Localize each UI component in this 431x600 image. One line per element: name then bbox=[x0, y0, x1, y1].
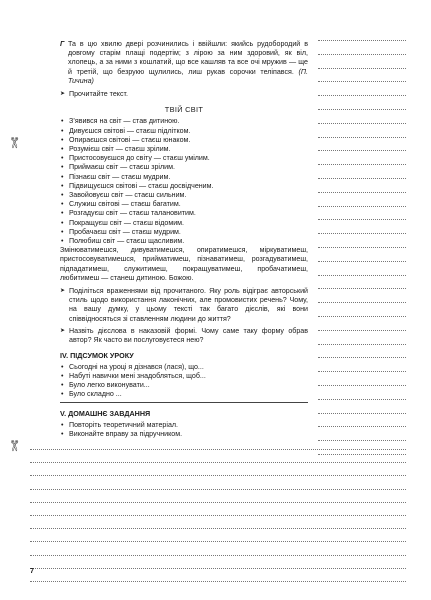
intro-source: (П. Тичина) bbox=[68, 67, 308, 85]
note-line bbox=[318, 399, 406, 400]
note-line bbox=[318, 371, 406, 372]
poem-line: • Завойовуєш світ — стаєш сильним. bbox=[60, 191, 308, 200]
main-column bbox=[60, 40, 308, 439]
note-line bbox=[318, 95, 406, 96]
poem-lines bbox=[60, 117, 308, 246]
note-line bbox=[318, 288, 406, 289]
poem-line: • Розгадуєш світ — стаєш талановитим. bbox=[60, 209, 308, 218]
note-line bbox=[30, 489, 406, 490]
scissors-icon: ✄ bbox=[6, 136, 23, 149]
poem-line: • Полюбиш світ — стаєш щасливим. bbox=[60, 237, 308, 246]
list-item: • Набуті навички мені знадобляться, щоб... bbox=[60, 372, 308, 381]
note-line bbox=[318, 426, 406, 427]
poem-line: • Опираєшся світові — стаєш юнаком. bbox=[60, 136, 308, 145]
list-item: • Повторіть теоретичний матеріал. bbox=[60, 421, 308, 430]
poem-line: • Пристосовуєшся до світу — стаєш умілим. bbox=[60, 154, 308, 163]
note-line bbox=[30, 555, 406, 556]
task-item bbox=[60, 327, 308, 345]
list-item: • Сьогодні на уроці я дізнався (лася), що... bbox=[60, 363, 308, 372]
poem-line: • Служиш світові — стаєш багатим. bbox=[60, 200, 308, 209]
note-line bbox=[30, 502, 406, 503]
task-item bbox=[60, 287, 308, 324]
note-line bbox=[30, 528, 406, 529]
arrow-right-icon: ➤ bbox=[60, 327, 66, 334]
poem-line: • Розумієш світ — стаєш зрілим. bbox=[60, 145, 308, 154]
note-line bbox=[318, 178, 406, 179]
note-line bbox=[318, 192, 406, 193]
page-number: 7 bbox=[30, 566, 34, 575]
summary-list bbox=[60, 363, 308, 400]
note-line bbox=[318, 385, 406, 386]
note-line bbox=[318, 219, 406, 220]
list-item: • Було складно ... bbox=[60, 390, 308, 399]
note-line bbox=[30, 475, 406, 476]
note-line bbox=[318, 137, 406, 138]
note-line bbox=[30, 462, 406, 463]
note-line bbox=[318, 54, 406, 55]
notes-lines-column bbox=[318, 40, 406, 468]
list-item: • Виконайте вправу за підручником. bbox=[60, 430, 308, 439]
intro-text: Та в цю хвилю двері розчинились і ввійшли: якийсь рудобородий в довгому старім плащі подертім; з лірою за ним здоровий, як віл, хлопець, а за ними з кошлатий, що все кашляв та все очі мружив — ще й третій, що безрукю щулились, лиш рукав сорочки теліпався. bbox=[68, 40, 308, 76]
arrow-right-icon: ➤ bbox=[60, 91, 66, 98]
note-line bbox=[30, 568, 406, 569]
scissors-icon: ✄ bbox=[6, 439, 23, 452]
note-line bbox=[318, 330, 406, 331]
note-line bbox=[30, 449, 406, 450]
task-text: Назвіть дієслова в наказовій формі. Чому саме таку форму обрав автор? Як часто ви послуговуєтеся нею? bbox=[69, 326, 308, 345]
note-line bbox=[318, 275, 406, 276]
poem-closing: Змінюватимешся, дивуватимешся, опиратимешся, міркуватимеш, пристосовуватимешся, прийматимеш, пізнаватимеш, розгадуватимеш, підпадатимеш, служитимеш, покращуватимеш, пробачатимеш, любитимеш — станеш дитиною. Божою. bbox=[60, 246, 308, 282]
note-line bbox=[30, 541, 406, 542]
note-line bbox=[318, 261, 406, 262]
poem-line: • Підвищуєшся світові — стаєш досвідченим. bbox=[60, 182, 308, 191]
intro-marker: Г bbox=[60, 40, 65, 48]
note-line bbox=[318, 344, 406, 345]
note-line bbox=[318, 357, 406, 358]
task-text: Поділіться враженнями від прочитаного. Яку роль відіграє авторський стиль щодо використання лаконічних, але промовистих речень? Чому, на вашу думку, у цьому тексті так багато дієслів, які вони співвідносяться зі ставленням людини до життя? bbox=[69, 287, 308, 323]
poem-line: • З’явився на світ — став дитиною. bbox=[60, 117, 308, 126]
note-line bbox=[318, 40, 406, 41]
poem-line: • Покращуєш світ — стаєш відомим. bbox=[60, 219, 308, 228]
note-line bbox=[318, 164, 406, 165]
poem-line: • Приймаєш світ — стаєш зрілим. bbox=[60, 163, 308, 172]
section-divider bbox=[60, 402, 308, 403]
note-line bbox=[318, 440, 406, 441]
note-line bbox=[318, 206, 406, 207]
homework-list bbox=[60, 421, 308, 439]
note-line bbox=[318, 150, 406, 151]
read-prompt-text: Прочитайте текст. bbox=[69, 90, 128, 99]
note-line bbox=[318, 123, 406, 124]
note-line bbox=[318, 233, 406, 234]
note-line bbox=[30, 581, 406, 582]
note-line bbox=[318, 81, 406, 82]
note-line bbox=[318, 302, 406, 303]
poem-line: • Пізнаєш світ — стаєш мудрим. bbox=[60, 173, 308, 182]
poem-title: ТВІЙ СВІТ bbox=[164, 105, 204, 115]
intro-paragraph bbox=[60, 40, 308, 86]
note-line bbox=[318, 316, 406, 317]
poem-line: • Дивуєшся світові — стаєш підлітком. bbox=[60, 127, 308, 136]
note-line bbox=[318, 68, 406, 69]
note-line bbox=[318, 109, 406, 110]
arrow-right-icon: ➤ bbox=[60, 288, 66, 295]
poem-line: • Пробачаєш світ — стаєш мудрим. bbox=[60, 228, 308, 237]
summary-title: IV. ПІДСУМОК УРОКУ bbox=[60, 351, 134, 361]
note-line bbox=[318, 413, 406, 414]
notes-lines-bottom bbox=[30, 449, 406, 594]
read-prompt bbox=[60, 90, 308, 99]
note-line bbox=[318, 247, 406, 248]
homework-title: V. ДОМАШНЄ ЗАВДАННЯ bbox=[60, 409, 151, 419]
list-item: • Було легко виконувати... bbox=[60, 381, 308, 390]
note-line bbox=[30, 515, 406, 516]
